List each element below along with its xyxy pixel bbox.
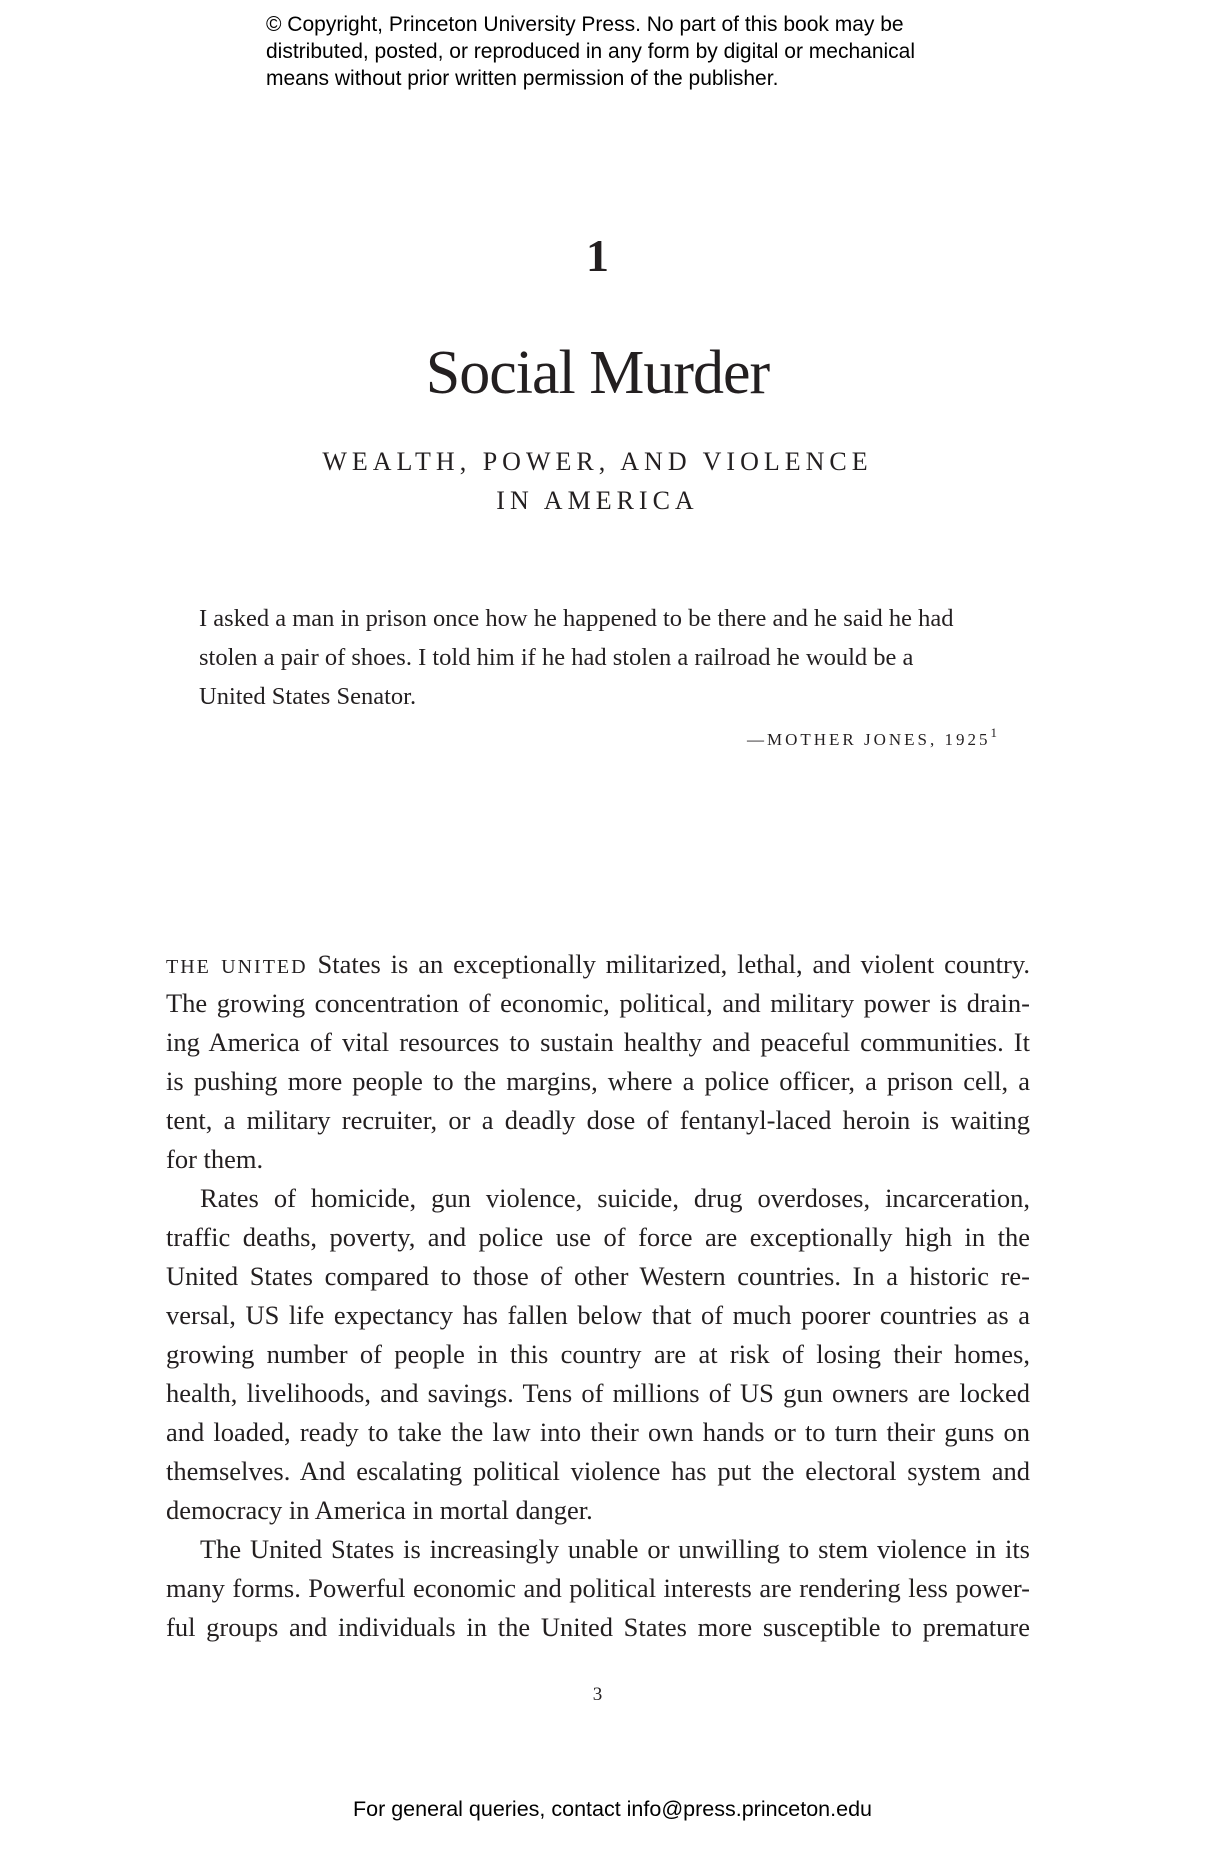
- epigraph-quote: [199, 599, 1019, 716]
- text-line: versal, US life expectancy has fallen below that of much poorer countries as a: [166, 1300, 1030, 1330]
- epigraph-line: United States Senator.: [199, 683, 417, 710]
- chapter-title: Social Murder: [425, 339, 770, 407]
- copyright-notice: [266, 11, 986, 92]
- epigraph-attribution: [747, 725, 997, 750]
- text-line: traffic deaths, poverty, and police use of force are exceptionally high in the: [166, 1222, 1030, 1252]
- body-text: [166, 945, 1030, 1647]
- footer-contact: For general queries, contact info@press.princeton.edu: [352, 1797, 872, 1821]
- text-line: [166, 945, 1030, 984]
- paragraph-3: [166, 1530, 1030, 1647]
- text-line: health, livelihoods, and savings. Tens of millions of US gun owners are locked: [166, 1378, 1030, 1408]
- epigraph-line: stolen a pair of shoes. I told him if he had stolen a railroad he would be a: [199, 644, 914, 671]
- text-line: ing America of vital resources to sustain healthy and peaceful communities. It: [166, 1027, 1030, 1057]
- chapter-number: 1: [586, 230, 609, 281]
- text-line: growing number of people in this country are at risk of losing their homes,: [166, 1339, 1030, 1369]
- text-line-rest: States is an exceptionally militarized, lethal, and violent country.: [307, 949, 1030, 979]
- text-line: is pushing more people to the margins, where a police officer, a prison cell, a: [166, 1066, 1030, 1096]
- footnote-reference: 1: [990, 725, 997, 740]
- copyright-line: means without prior written permission of the publisher.: [266, 67, 779, 90]
- paragraph-1: [166, 945, 1030, 1179]
- text-line: tent, a military recruiter, or a deadly dose of fentanyl-laced heroin is waiting: [166, 1105, 1030, 1135]
- text-line: themselves. And escalating political violence has put the electoral system and: [166, 1456, 1030, 1486]
- copyright-line: distributed, posted, or reproduced in any form by digital or mechanical: [266, 40, 916, 63]
- page-number: 3: [592, 1684, 603, 1705]
- text-line: for them.: [166, 1144, 264, 1174]
- text-line: and loaded, ready to take the law into their own hands or to turn their guns on: [166, 1417, 1030, 1447]
- epigraph-attribution-text: —MOTHER JONES, 1925: [746, 730, 991, 749]
- lead-in-small-caps: THE UNITED: [166, 956, 308, 978]
- text-line: many forms. Powerful economic and political interests are rendering less power-: [166, 1573, 1030, 1603]
- text-line: democracy in America in mortal danger.: [166, 1495, 593, 1525]
- text-line: ful groups and individuals in the United States more susceptible to premature: [166, 1612, 1030, 1642]
- paragraph-2: [166, 1179, 1030, 1530]
- chapter-subtitle-line: IN AMERICA: [496, 486, 699, 515]
- copyright-line: © Copyright, Princeton University Press. No part of this book may be: [266, 13, 904, 36]
- epigraph-line: I asked a man in prison once how he happened to be there and he said he had: [199, 605, 954, 632]
- text-line: Rates of homicide, gun violence, suicide, drug overdoses, incarceration,: [200, 1183, 1030, 1213]
- chapter-subtitle-line: WEALTH, POWER, AND VIOLENCE: [322, 447, 873, 476]
- chapter-subtitle: [0, 442, 1195, 520]
- text-line: The United States is increasingly unable or unwilling to stem violence in its: [200, 1534, 1030, 1564]
- text-line: United States compared to those of other Western countries. In a historic re-: [166, 1261, 1030, 1291]
- text-line: The growing concentration of economic, political, and military power is drain-: [166, 988, 1030, 1018]
